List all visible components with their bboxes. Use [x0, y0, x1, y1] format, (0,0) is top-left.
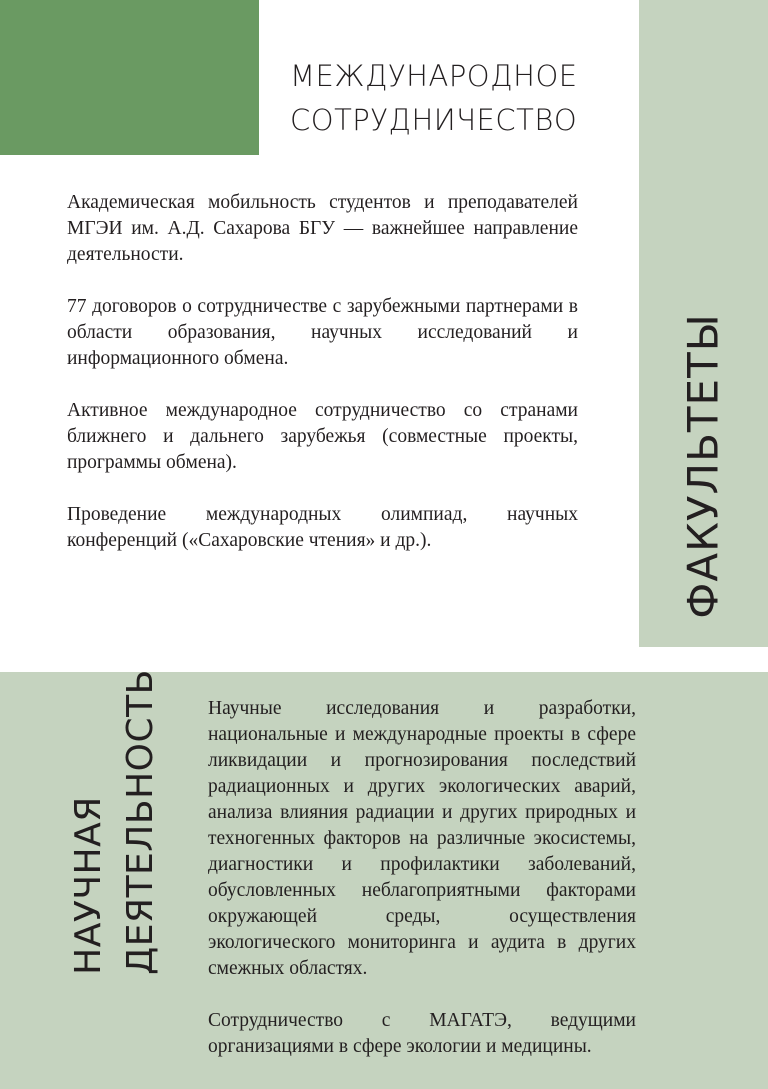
- section-title-international: [290, 54, 630, 142]
- paragraph: Проведение международных олимпиад, научных конференций («Сахаровские чтения» и др.).: [67, 504, 578, 551]
- accent-block: [0, 0, 259, 155]
- paragraph: Научные исследования и разработки, национальные и международные проекты в сфере ликвидации и прогнозирования последствий радиационных и других экологических аварий, анализа влияния радиации и других природных и техногенных факторов на различные экосистемы, диагностики и профилактики заболеваний, обусловленных неблагоприятными факторами окружающей среды, осуществления экологического мониторинга и аудита в других смежных областях.: [208, 698, 636, 979]
- science-text: [208, 696, 636, 1086]
- international-text: [67, 190, 578, 580]
- paragraph: Активное международное сотрудничество со странами ближнего и дальнего зарубежья (совместные проекты, программы обмена).: [67, 400, 578, 473]
- paragraph: Сотрудничество с МАГАТЭ, ведущими организациями в сфере экологии и медицины.: [208, 1010, 636, 1057]
- title-line: МЕЖДУНАРОДНОЕ: [290, 59, 578, 93]
- faculties-label: ФАКУЛЬТЕТЫ: [678, 313, 728, 619]
- title-line: СОТРУДНИЧЕСТВО: [290, 103, 578, 137]
- title-line: НАУЧНАЯ: [68, 796, 109, 975]
- section-title-science: [63, 669, 167, 975]
- title-line: ДЕЯТЕЛЬНОСТЬ: [120, 669, 161, 975]
- paragraph: 77 договоров о сотрудничестве с зарубежными партнерами в области образования, научных исследований и информационного обмена.: [67, 296, 578, 369]
- paragraph: Академическая мобильность студентов и преподавателей МГЭИ им. А.Д. Сахарова БГУ — важнейшее направление деятельности.: [67, 192, 578, 265]
